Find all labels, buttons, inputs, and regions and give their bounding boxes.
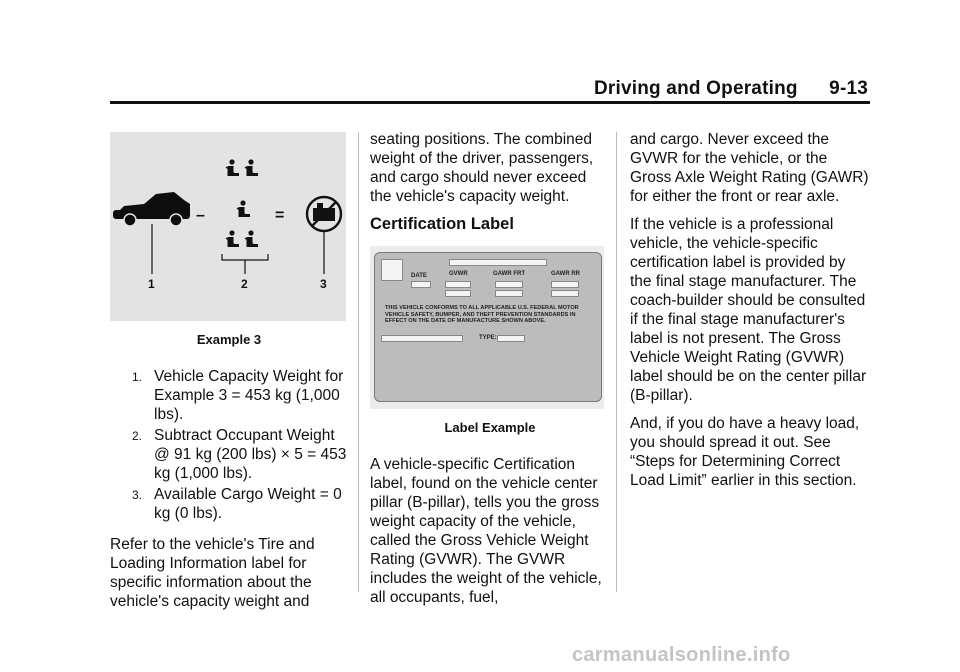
- list-item: [110, 485, 348, 523]
- blank-field: [381, 335, 463, 342]
- column-divider-1: [358, 132, 359, 592]
- figure-label-1: 1: [148, 277, 155, 291]
- step-number: 3.: [132, 488, 143, 502]
- list-item: [110, 367, 348, 424]
- figure-label-3: 3: [320, 277, 327, 291]
- step-text: Vehicle Capacity Weight for Example 3 = 453 kg (1,000 lbs).: [154, 368, 344, 423]
- type-label: TYPE:: [479, 335, 497, 341]
- no-cargo-icon: [307, 197, 341, 231]
- column-divider-2: [616, 132, 617, 592]
- logo-box: [381, 259, 403, 281]
- paragraph: If the vehicle is a professional vehicle, the vehicle-specific certification label is provided by the final stage manufacturer. The coach-builder should be consulted if the final stage manufacturer's label is not present. The Gross Vehicle Weight Rating (GVWR) label should be on the center pillar (B-pillar).: [630, 216, 867, 404]
- gawr-frt-field-2: [495, 290, 523, 297]
- date-field: [411, 281, 431, 288]
- paragraph: Refer to the vehicle's Tire and Loading Information label for specific information about the vehicle's capacity weight and: [110, 536, 315, 610]
- gawr-rr-field-2: [551, 290, 579, 297]
- steps-list: [110, 367, 348, 523]
- occupant-seat-icons: [226, 159, 258, 247]
- label-panel: [374, 252, 602, 402]
- paragraph: A vehicle-specific Certification label, found on the vehicle center pillar (B-pillar), tells you the gross weight capacity of the vehicle, called the Gross Vehicle Weight Rating (GVWR). The GVWR includes the weight of the vehicle, all occupants, fuel,: [370, 456, 602, 606]
- paragraph: And, if you do have a heavy load, you should spread it out. See “Steps for Determining Correct Load Limit” earlier in this section.: [630, 415, 860, 489]
- bracket-2: [222, 254, 268, 260]
- figure-label-2: 2: [241, 277, 248, 291]
- figure-caption: Label Example: [444, 420, 536, 435]
- column-3: [630, 130, 870, 499]
- figure-caption: Example 3: [196, 332, 262, 347]
- gvwr-field-2: [445, 290, 471, 297]
- step-text: Available Cargo Weight = 0 kg (0 lbs).: [154, 486, 342, 522]
- name-field: [449, 259, 547, 266]
- column-2: [370, 130, 610, 616]
- date-label: DATE: [411, 273, 427, 279]
- step-number: 2.: [132, 429, 143, 443]
- conformity-statement: THIS VEHICLE CONFORMS TO ALL APPLICABLE U.S. FEDERAL MOTOR VEHICLE SAFETY, BUMPER, AND THEFT PREVENTION STANDARDS IN EFFECT ON THE DATE OF MANUFACTURE SHOWN ABOVE.: [385, 305, 579, 324]
- gvwr-label: GVWR: [449, 271, 468, 277]
- section-title: Driving and Operating: [593, 78, 798, 99]
- gawr-rr-label: GAWR RR: [551, 271, 580, 277]
- car-icon: [113, 192, 190, 226]
- type-field: [497, 335, 525, 342]
- gawr-frt-label: GAWR FRT: [493, 271, 525, 277]
- page-header: [594, 78, 868, 100]
- example-3-illustration: [110, 132, 346, 321]
- watermark: carmanualsonline.info: [572, 644, 791, 666]
- gvwr-field-1: [445, 281, 471, 288]
- header-rule: [110, 101, 870, 104]
- minus-sign: –: [196, 207, 205, 224]
- equals-sign: =: [275, 207, 285, 224]
- gawr-frt-field-1: [495, 281, 523, 288]
- example-3-figure: [110, 132, 346, 321]
- step-number: 1.: [132, 370, 143, 384]
- step-text: Subtract Occupant Weight @ 91 kg (200 lbs) × 5 = 453 kg (1,000 lbs).: [154, 427, 347, 482]
- paragraph: seating positions. The combined weight of the driver, passengers, and cargo should never exceed the vehicle's capacity weight.: [370, 131, 594, 205]
- gawr-rr-field-1: [551, 281, 579, 288]
- list-item: [110, 426, 348, 483]
- column-1: [110, 130, 348, 620]
- paragraph: and cargo. Never exceed the GVWR for the vehicle, or the Gross Axle Weight Rating (GAWR) for either the front or rear axle.: [630, 131, 869, 205]
- section-heading: Certification Label: [370, 215, 514, 233]
- certification-label-figure: [370, 246, 604, 409]
- page-number: 9-13: [829, 78, 868, 99]
